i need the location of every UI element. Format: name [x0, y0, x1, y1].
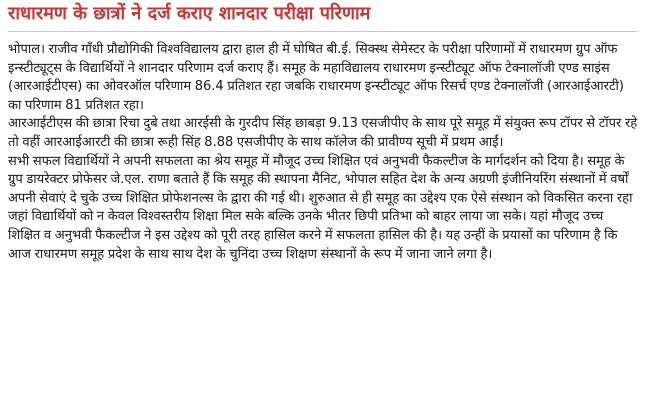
- paragraph-faculty: सभी सफल विद्यार्थियों ने अपनी सफलता का श्रेय समूह में मौजूद उच्च शिक्षित एवं अनुभवी फैकल्टीज के मार्गदर्शन को दिया है। समूह के ग्रुप डायरेक्टर प्रोफेसर जे.एल. राणा बताते हैं कि समूह की स्थापना मैनिट, भोपाल सहित देश के अन्य अग्रणी इंजीनियरिंग संस्थानों में वर्षों अपनी सेवाएं दे चुके उच्च शिक्षित प्रोफेशनल्स के द्वारा की गई थी। शुरुआत से ही समूह का उद्देश्य एक ऐसे संस्थान को विकसित करना रहा जहां विद्यार्थियों को न केवल विश्वस्तरीय शिक्षा मिल सके बल्कि उनके भीतर छिपी प्रतिभा को बाहर लाया जा सके। यहां मौजूद उच्च शिक्षित व अनुभवी फैकल्टीज ने इस उद्देश्य को पूरी तरह हासिल करने में सफलता हासिल की है। यह उन्हीं के प्रयासों का परिणाम है कि आज राधारमण समूह प्रदेश के साथ साथ देश के चुनिंदा उच्च शिक्षण संस्थानों के रूप में जाना जाने लगा है।: [8, 153, 633, 262]
- paragraph-toppers: आरआईटीएस की छात्रा रिचा दुबे तथा आरईसी के गुरदीप सिंह छाबड़ा 9.13 एसजीपीए के साथ पूरे समूह में संयुक्त रूप टॉपर से टॉपर रहे तो वहीं आरआईआरटी की छात्रा रूही सिंह 8.88 एसजीपीए के साथ कॉलेज की प्रावीण्य सूची में प्रथम आईं।: [8, 116, 638, 150]
- paragraph-intro: भोपाल। राजीव गाँधी प्रौद्योगिकी विश्वविद्यालय द्वारा हाल ही में घोषित बी.ई. सिक्स्थ सेमेस्टर के परीक्षा परिणामों में राधारमण ग्रुप ऑफ इन्स्टीट्यूट्स के विद्यार्थियों ने शानदार परिणाम दर्ज कराए हैं। समूह के महाविद्यालय राधारमण इन्स्टीट्यूट ऑफ टेक्नालॉजी एण्ड साइंस (आरआईटीएस) का ओवरऑल परिणाम 86.4 प्रतिशत रहा जबकि राधारमण इन्स्टीट्यूट ऑफ रिसर्च एण्ड टेक्नालॉजी (आरआईआरटी) का परिणाम 81 प्रतिशत रहा।: [8, 42, 624, 113]
- headline-divider: [8, 31, 638, 32]
- article-headline: राधारमण के छात्रों ने दर्ज कराए शानदार परीक्षा परिणाम: [8, 3, 371, 24]
- article-body: [8, 41, 638, 264]
